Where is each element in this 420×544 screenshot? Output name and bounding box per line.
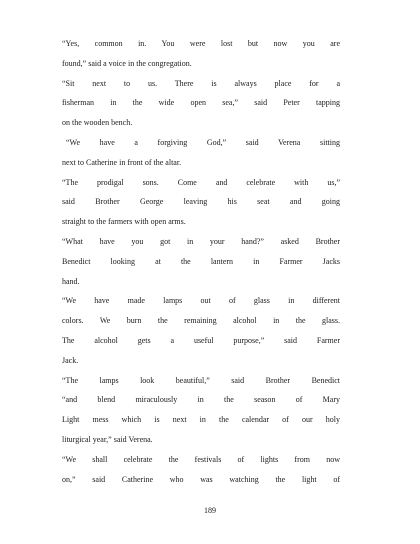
- text-line: Jack.: [62, 355, 79, 365]
- text-line: colors. We burn the remaining alcohol in the glass.: [62, 316, 340, 326]
- text-line: “We have a forgiving God,” said Verena sitting: [66, 137, 340, 147]
- text-line: “Yes, common in. You were lost but now you are: [62, 39, 340, 48]
- body-text: [62, 34, 340, 489]
- text-line: “What have you got in your hand?” asked Brother: [62, 236, 340, 246]
- text-line: “We have made lamps out of glass in different: [62, 296, 340, 306]
- text-line: on the wooden bench.: [62, 118, 133, 128]
- text-line: hand.: [62, 276, 80, 286]
- text-line: straight to the farmers with open arms.: [62, 217, 186, 227]
- text-line: “We shall celebrate the festivals of lights from now: [62, 454, 340, 464]
- text-line: fisherman in the wide open sea,” said Peter tapping: [62, 98, 340, 108]
- text-line: “Sit next to us. There is always place for a: [62, 78, 340, 88]
- text-line: “and blend miraculously in the season of Mary: [62, 395, 340, 405]
- text-line: on,” said Catherine who was watching the light of: [62, 474, 340, 484]
- text-line: liturgical year,” said Verena.: [62, 434, 153, 444]
- text-line: The alcohol gets a useful purpose,” said Farmer: [62, 335, 340, 345]
- text-line: Light mess which is next in the calendar of our holy: [62, 415, 340, 425]
- text-line: found,” said a voice in the congregation.: [62, 58, 192, 68]
- text-line: “The prodigal sons. Come and celebrate with us,”: [62, 177, 340, 187]
- page-number: 189: [204, 506, 216, 515]
- text-line: said Brother George leaving his seat and going: [62, 197, 340, 207]
- text-line: next to Catherine in front of the altar.: [62, 157, 182, 167]
- text-line: Benedict looking at the lantern in Farmer Jacks: [62, 256, 340, 266]
- text-line: “The lamps look beautiful,” said Brother Benedict: [62, 375, 340, 385]
